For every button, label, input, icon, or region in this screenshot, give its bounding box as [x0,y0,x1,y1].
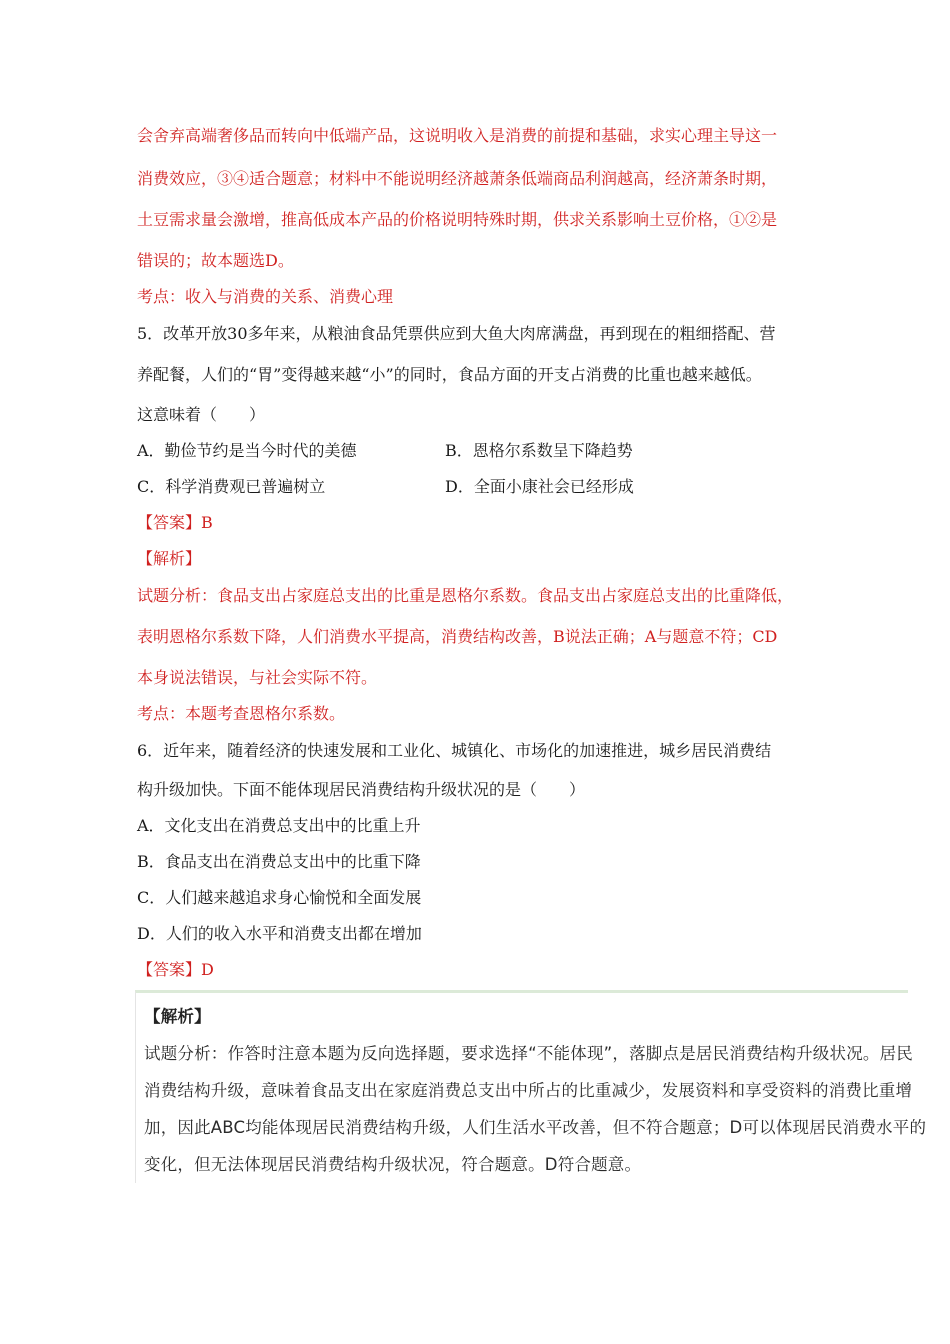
q6-jiexi-label: 【解析】 [144,1007,211,1026]
q5-option-d: D．全面小康社会已经形成 [445,477,634,496]
q5-option-c: C．科学消费观已普遍树立 [137,477,326,496]
q5-analysis-line-1: 试题分析：食品支出占家庭总支出的比重是恩格尔系数。食品支出占家庭总支出的比重降低， [137,586,794,605]
q6-option-c: C．人们越来越追求身心愉悦和全面发展 [137,888,422,907]
q4-analysis-line-1: 会舍弃高端奢侈品而转向中低端产品，这说明收入是消费的前提和基础，求实心理主导这一 [137,126,778,145]
q6-answer: 【答案】D [137,960,214,979]
q6-analysis-line-1: 试题分析：作答时注意本题为反向选择题，要求选择“不能体现”，落脚点是居民消费结构升级状况。居民 [144,1044,913,1063]
q6-option-d: D．人们的收入水平和消费支出都在增加 [137,924,422,943]
q6-analysis-image [135,990,927,1183]
q4-kaodian: 考点：收入与消费的关系、消费心理 [137,287,394,306]
q4-analysis-line-4: 错误的；故本题选D。 [137,251,294,270]
q5-analysis-line-3: 本身说法错误，与社会实际不符。 [137,668,378,687]
q6-stem-line-1: 6．近年来，随着经济的快速发展和工业化、城镇化、市场化的加速推进，城乡居民消费结 [137,741,772,760]
q5-answer: 【答案】B [137,513,213,532]
q6-analysis-line-2: 消费结构升级，意味着食品支出在家庭消费总支出中所占的比重减少，发展资料和享受资料的消费比重增 [144,1081,913,1100]
q6-stem-line-2: 构升级加快。下面不能体现居民消费结构升级状况的是（ ） [137,780,586,799]
q5-jiexi-label: 【解析】 [137,549,202,568]
q5-stem-line-1: 5．改革开放30多年来，从粮油食品凭票供应到大鱼大肉席满盘，再到现在的粗细搭配、营 [137,324,776,343]
q6-analysis-line-3: 加，因此ABC均能体现居民消费结构升级，人们生活水平改善，但不符合题意；D可以体现居民消费水平的 [144,1118,927,1137]
q6-option-a: A．文化支出在消费总支出中的比重上升 [137,816,421,835]
q5-stem-line-3: 这意味着（ ） [137,405,266,424]
q6-option-b: B．食品支出在消费总支出中的比重下降 [137,852,421,871]
q5-option-b: B．恩格尔系数呈下降趋势 [445,441,633,460]
q5-kaodian: 考点：本题考查恩格尔系数。 [137,704,346,723]
q5-option-a: A．勤俭节约是当今时代的美德 [137,441,357,460]
q4-analysis-line-3: 土豆需求量会激增，推高低成本产品的价格说明特殊时期，供求关系影响土豆价格，①②是 [137,210,778,229]
q5-analysis-line-2: 表明恩格尔系数下降，人们消费水平提高，消费结构改善，B说法正确；A与题意不符；CD [137,627,778,646]
q4-analysis-line-2: 消费效应，③④适合题意；材料中不能说明经济越萧条低端商品利润越高，经济萧条时期， [137,169,778,188]
q6-analysis-line-4: 变化，但无法体现居民消费结构升级状况，符合题意。D符合题意。 [144,1155,642,1174]
q5-stem-line-2: 养配餐，人们的“胃”变得越来越“小”的同时，食品方面的开支占消费的比重也越来越低。 [137,365,762,384]
